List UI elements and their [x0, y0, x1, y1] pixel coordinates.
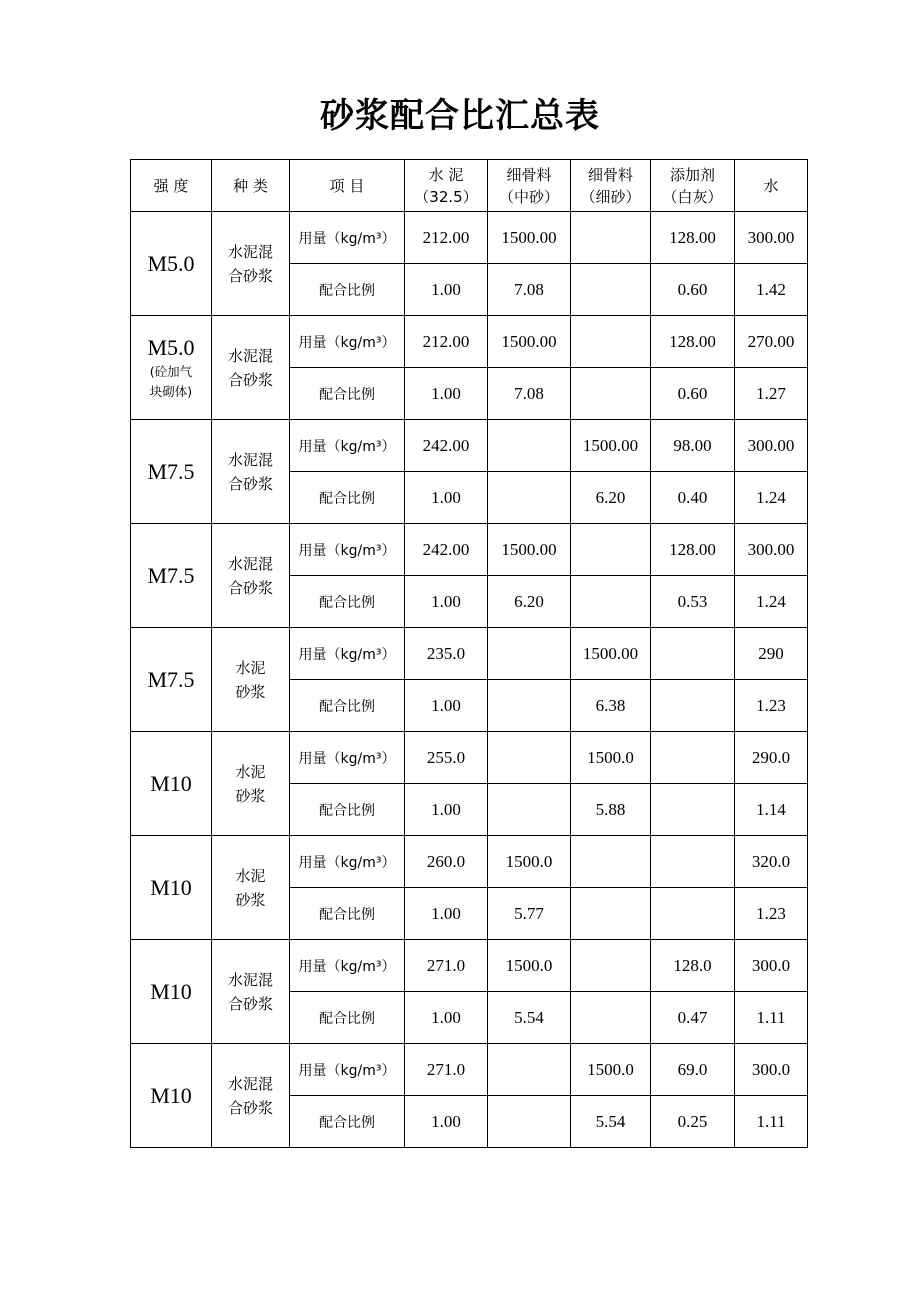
usage-label: 用量（kg/m³） — [290, 212, 405, 264]
mortar-kind-line: 砂浆 — [235, 890, 266, 909]
ratio-label: 配合比例 — [290, 1096, 405, 1148]
ratio-label: 配合比例 — [290, 472, 405, 524]
mortar-kind-cell — [212, 732, 290, 836]
ratio-water-value: 1.24 — [735, 472, 808, 524]
usage-cement-value: 212.00 — [405, 316, 488, 368]
usage-cement-value: 255.0 — [405, 732, 488, 784]
ratio-label: 配合比例 — [290, 680, 405, 732]
usage-label: 用量（kg/m³） — [290, 836, 405, 888]
page-title: 砂浆配合比汇总表 — [320, 96, 600, 136]
mortar-kind-cell — [212, 1044, 290, 1148]
header-additive — [651, 160, 735, 212]
table-row — [131, 1044, 808, 1096]
usage-cement-value: 242.00 — [405, 420, 488, 472]
usage-fine-fine-value — [571, 940, 651, 992]
table-row — [131, 420, 808, 472]
usage-fine-medium-value: 1500.00 — [488, 212, 571, 264]
ratio-water-value: 1.23 — [735, 888, 808, 940]
ratio-cement-value: 1.00 — [405, 992, 488, 1044]
header-additive-name: 添加剂 — [669, 165, 715, 184]
ratio-fine-fine-value — [571, 992, 651, 1044]
ratio-fine-fine-value — [571, 264, 651, 316]
usage-additive-value: 98.00 — [651, 420, 735, 472]
mortar-kind-cell — [212, 940, 290, 1044]
mortar-kind-line: 砂浆 — [235, 786, 266, 805]
usage-fine-medium-value — [488, 732, 571, 784]
usage-fine-medium-value: 1500.0 — [488, 940, 571, 992]
ratio-water-value: 1.27 — [735, 368, 808, 420]
strength-cell — [131, 420, 212, 524]
usage-fine-medium-value: 1500.0 — [488, 836, 571, 888]
table-header — [131, 160, 808, 212]
mortar-kind-line: 水泥混 — [227, 1074, 273, 1093]
header-kind: 种 类 — [212, 160, 290, 212]
usage-additive-value: 128.00 — [651, 316, 735, 368]
mortar-kind-line: 合砂浆 — [227, 474, 273, 493]
header-additive-type: （白灰） — [662, 187, 723, 206]
strength-grade: M7.5 — [147, 458, 195, 484]
strength-cell — [131, 524, 212, 628]
usage-water-value: 320.0 — [735, 836, 808, 888]
ratio-fine-fine-value: 6.20 — [571, 472, 651, 524]
ratio-water-value: 1.14 — [735, 784, 808, 836]
usage-fine-medium-value: 1500.00 — [488, 524, 571, 576]
strength-cell — [131, 836, 212, 940]
usage-water-value: 290.0 — [735, 732, 808, 784]
ratio-cement-value: 1.00 — [405, 888, 488, 940]
ratio-fine-medium-value — [488, 1096, 571, 1148]
strength-grade: M7.5 — [147, 562, 195, 588]
ratio-fine-medium-value: 6.20 — [488, 576, 571, 628]
strength-grade: M5.0 — [147, 250, 195, 276]
mortar-kind-cell — [212, 420, 290, 524]
usage-fine-fine-value: 1500.0 — [571, 732, 651, 784]
usage-fine-medium-value: 1500.00 — [488, 316, 571, 368]
usage-water-value: 300.00 — [735, 212, 808, 264]
header-strength: 强 度 — [131, 160, 212, 212]
header-item: 项 目 — [290, 160, 405, 212]
usage-fine-fine-value — [571, 316, 651, 368]
table-row — [131, 316, 808, 368]
mortar-kind-line: 水泥混 — [227, 346, 273, 365]
usage-additive-value: 128.00 — [651, 212, 735, 264]
mix-ratio-table — [130, 159, 808, 1148]
mortar-kind-cell — [212, 212, 290, 316]
ratio-fine-fine-value — [571, 368, 651, 420]
ratio-label: 配合比例 — [290, 368, 405, 420]
header-fine-fine-name: 细骨料 — [587, 165, 633, 184]
strength-grade: M10 — [150, 770, 192, 796]
table-row — [131, 628, 808, 680]
ratio-cement-value: 1.00 — [405, 472, 488, 524]
ratio-fine-medium-value: 5.54 — [488, 992, 571, 1044]
ratio-additive-value — [651, 680, 735, 732]
usage-label: 用量（kg/m³） — [290, 732, 405, 784]
mortar-kind-line: 水泥混 — [227, 242, 273, 261]
ratio-label: 配合比例 — [290, 992, 405, 1044]
usage-fine-fine-value: 1500.0 — [571, 1044, 651, 1096]
ratio-cement-value: 1.00 — [405, 368, 488, 420]
header-fine-fine — [571, 160, 651, 212]
strength-grade: M10 — [150, 978, 192, 1004]
mortar-kind-line: 水泥 — [235, 866, 266, 885]
ratio-cement-value: 1.00 — [405, 680, 488, 732]
strength-note: 块砌体) — [149, 383, 193, 399]
table-row — [131, 836, 808, 888]
usage-label: 用量（kg/m³） — [290, 628, 405, 680]
ratio-fine-fine-value: 5.54 — [571, 1096, 651, 1148]
ratio-label: 配合比例 — [290, 264, 405, 316]
mortar-kind-line: 合砂浆 — [227, 370, 273, 389]
ratio-fine-fine-value — [571, 888, 651, 940]
usage-additive-value — [651, 628, 735, 680]
usage-cement-value: 242.00 — [405, 524, 488, 576]
usage-water-value: 300.0 — [735, 940, 808, 992]
header-water: 水 — [735, 160, 808, 212]
table-body — [131, 212, 808, 1148]
usage-fine-fine-value: 1500.00 — [571, 628, 651, 680]
header-fine-medium-type: （中砂） — [498, 187, 559, 206]
table-row — [131, 212, 808, 264]
ratio-fine-medium-value: 7.08 — [488, 368, 571, 420]
usage-additive-value: 128.00 — [651, 524, 735, 576]
usage-fine-fine-value — [571, 836, 651, 888]
usage-fine-fine-value: 1500.00 — [571, 420, 651, 472]
usage-cement-value: 212.00 — [405, 212, 488, 264]
ratio-water-value: 1.24 — [735, 576, 808, 628]
ratio-cement-value: 1.00 — [405, 1096, 488, 1148]
usage-fine-medium-value — [488, 1044, 571, 1096]
usage-water-value: 270.00 — [735, 316, 808, 368]
ratio-cement-value: 1.00 — [405, 264, 488, 316]
ratio-fine-fine-value: 5.88 — [571, 784, 651, 836]
ratio-water-value: 1.11 — [735, 992, 808, 1044]
strength-grade: M5.0 — [147, 334, 195, 360]
usage-water-value: 290 — [735, 628, 808, 680]
mortar-kind-cell — [212, 836, 290, 940]
strength-cell — [131, 628, 212, 732]
usage-cement-value: 235.0 — [405, 628, 488, 680]
usage-cement-value: 271.0 — [405, 1044, 488, 1096]
table-row — [131, 524, 808, 576]
header-fine-medium-name: 细骨料 — [506, 165, 552, 184]
strength-note: (砼加气 — [149, 363, 193, 379]
usage-fine-fine-value — [571, 212, 651, 264]
usage-fine-fine-value — [571, 524, 651, 576]
ratio-additive-value: 0.53 — [651, 576, 735, 628]
usage-cement-value: 260.0 — [405, 836, 488, 888]
mortar-kind-cell — [212, 524, 290, 628]
mortar-kind-line: 合砂浆 — [227, 266, 273, 285]
usage-additive-value: 128.0 — [651, 940, 735, 992]
ratio-additive-value — [651, 888, 735, 940]
usage-label: 用量（kg/m³） — [290, 316, 405, 368]
ratio-fine-medium-value — [488, 680, 571, 732]
ratio-additive-value: 0.40 — [651, 472, 735, 524]
usage-water-value: 300.00 — [735, 524, 808, 576]
usage-label: 用量（kg/m³） — [290, 940, 405, 992]
header-cement-name: 水 泥 — [428, 165, 464, 184]
usage-label: 用量（kg/m³） — [290, 524, 405, 576]
strength-cell — [131, 316, 212, 420]
mortar-kind-line: 砂浆 — [235, 682, 266, 701]
header-cement — [405, 160, 488, 212]
usage-fine-medium-value — [488, 420, 571, 472]
ratio-fine-fine-value: 6.38 — [571, 680, 651, 732]
mortar-kind-line: 水泥 — [235, 762, 266, 781]
strength-grade: M10 — [150, 874, 192, 900]
mortar-kind-line: 合砂浆 — [227, 994, 273, 1013]
usage-additive-value — [651, 836, 735, 888]
ratio-fine-fine-value — [571, 576, 651, 628]
ratio-additive-value: 0.25 — [651, 1096, 735, 1148]
mortar-kind-cell — [212, 316, 290, 420]
ratio-cement-value: 1.00 — [405, 576, 488, 628]
ratio-fine-medium-value — [488, 472, 571, 524]
ratio-fine-medium-value — [488, 784, 571, 836]
strength-cell — [131, 212, 212, 316]
usage-label: 用量（kg/m³） — [290, 420, 405, 472]
usage-additive-value — [651, 732, 735, 784]
ratio-additive-value — [651, 784, 735, 836]
strength-cell — [131, 732, 212, 836]
usage-additive-value: 69.0 — [651, 1044, 735, 1096]
ratio-fine-medium-value: 7.08 — [488, 264, 571, 316]
usage-cement-value: 271.0 — [405, 940, 488, 992]
strength-cell — [131, 940, 212, 1044]
strength-grade: M10 — [150, 1082, 192, 1108]
ratio-additive-value: 0.47 — [651, 992, 735, 1044]
mortar-kind-line: 水泥 — [235, 658, 266, 677]
strength-grade: M7.5 — [147, 666, 195, 692]
ratio-water-value: 1.23 — [735, 680, 808, 732]
mortar-kind-line: 水泥混 — [227, 554, 273, 573]
usage-water-value: 300.00 — [735, 420, 808, 472]
header-fine-fine-type: （细砂） — [580, 187, 641, 206]
table-row — [131, 732, 808, 784]
usage-label: 用量（kg/m³） — [290, 1044, 405, 1096]
mortar-kind-line: 水泥混 — [227, 970, 273, 989]
strength-cell — [131, 1044, 212, 1148]
ratio-cement-value: 1.00 — [405, 784, 488, 836]
table-row — [131, 940, 808, 992]
mortar-kind-line: 水泥混 — [227, 450, 273, 469]
mortar-kind-line: 合砂浆 — [227, 1098, 273, 1117]
ratio-water-value: 1.11 — [735, 1096, 808, 1148]
ratio-label: 配合比例 — [290, 888, 405, 940]
ratio-fine-medium-value: 5.77 — [488, 888, 571, 940]
ratio-additive-value: 0.60 — [651, 368, 735, 420]
ratio-additive-value: 0.60 — [651, 264, 735, 316]
ratio-label: 配合比例 — [290, 576, 405, 628]
usage-water-value: 300.0 — [735, 1044, 808, 1096]
header-fine-medium — [488, 160, 571, 212]
ratio-water-value: 1.42 — [735, 264, 808, 316]
usage-fine-medium-value — [488, 628, 571, 680]
header-cement-grade: （32.5） — [414, 187, 478, 206]
ratio-label: 配合比例 — [290, 784, 405, 836]
mortar-kind-cell — [212, 628, 290, 732]
mortar-kind-line: 合砂浆 — [227, 578, 273, 597]
